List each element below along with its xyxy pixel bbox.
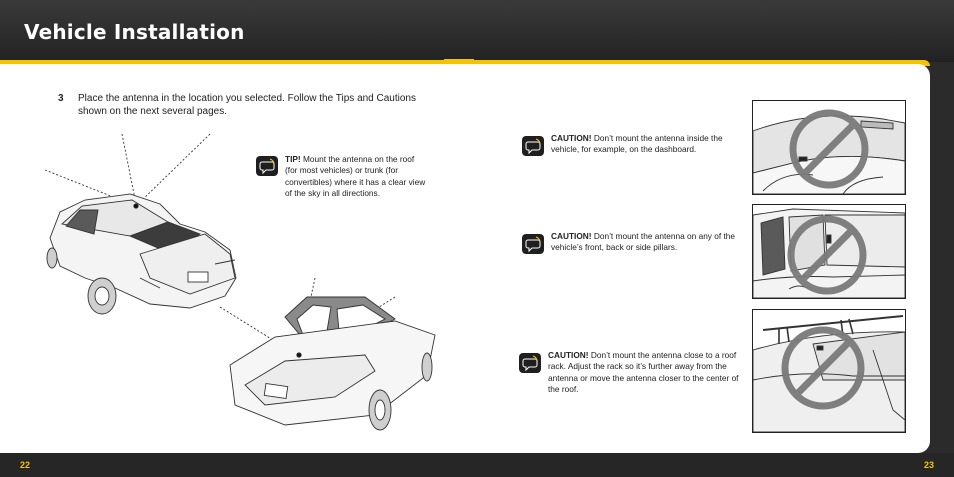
convertible-illustration [215, 275, 440, 440]
tip-note [285, 154, 428, 200]
right-page-number: 23 [924, 460, 935, 470]
step-number: 3 [58, 93, 64, 104]
left-page-number: 22 [20, 460, 31, 470]
caution-label-1: CAUTION! [551, 133, 592, 143]
caution-text-1: Don’t mount the antenna inside the vehicle, for example, on the dashboard. [551, 133, 723, 155]
accent-tab [444, 59, 474, 62]
caution-icon-2 [522, 234, 544, 254]
caution-note-2 [551, 231, 746, 254]
roof-rack-illustration [752, 309, 906, 433]
caution-label-2: CAUTION! [551, 231, 592, 241]
tip-text: Mount the antenna on the roof (for most vehicles) or trunk (for convertibles) where it has a clear view of the sky in all directions. [285, 154, 426, 199]
caution-icon-3 [519, 353, 541, 373]
caution-label-3: CAUTION! [548, 350, 589, 360]
caution-note-1 [551, 133, 743, 156]
caution-text-2: Don’t mount the antenna on any of the vehicle’s front, back or side pillars. [551, 231, 736, 253]
pillar-illustration [752, 204, 906, 299]
caution-note-3 [548, 350, 744, 396]
page-title: Vehicle Installation [24, 20, 245, 44]
tip-label: TIP! [285, 154, 301, 164]
step-instruction: Place the antenna in the location you selected. Follow the Tips and Cautions shown on the next several pages. [78, 93, 416, 117]
caution-icon-1 [522, 136, 544, 156]
page-footer [0, 453, 954, 477]
caution-text-3: Don’t mount the antenna close to a roof rack. Adjust the rack so it’s further away from the antenna or move the antenna closer to the center of the roof. [548, 350, 739, 395]
speech-bubble-icon [256, 156, 278, 176]
dashboard-illustration [752, 100, 906, 195]
